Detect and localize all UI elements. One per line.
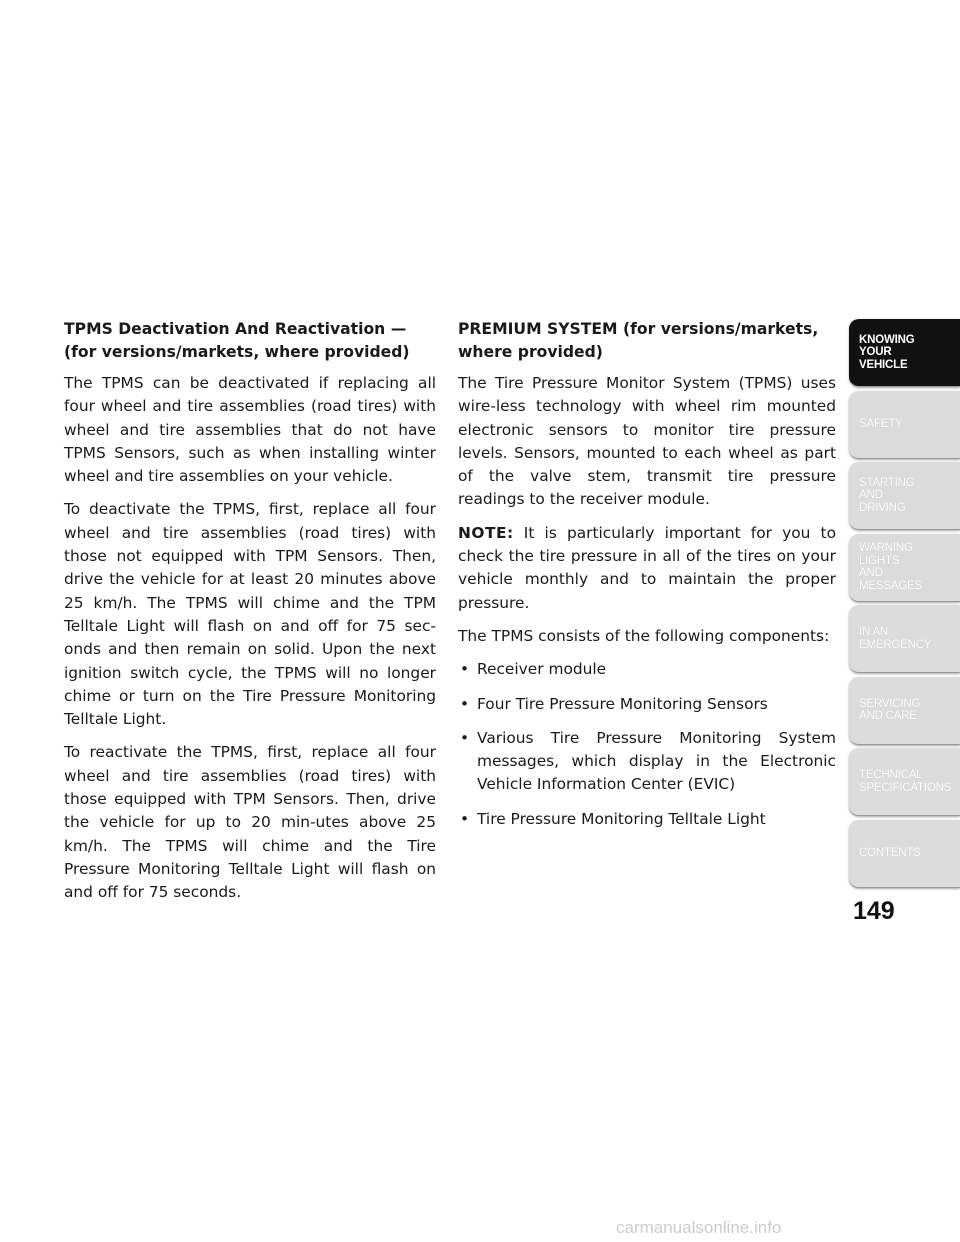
- left-column: [64, 318, 436, 915]
- watermark: carmanualsonline.info: [616, 1218, 782, 1237]
- paragraph: The TPMS consists of the following components:: [458, 626, 830, 645]
- paragraph: To deactivate the TPMS, first, replace all four wheel and tire assemblies (road tires) with those not equipped with TPM Sensors. Then, drive the vehicle for at least 20 minutes above 25 km/h. The TPMS will chime and the TPM Telltale Light will flash on and off for 75 sec-onds and then remain on solid. Upon the next ignition switch cycle, the TPMS will no longer chime or turn on the Tire Pressure Monitoring Telltale Light.: [64, 500, 436, 729]
- list-item: [458, 658, 836, 681]
- list-item: [458, 727, 836, 797]
- tab-label: TECHNICAL SPECIFICATIONS: [859, 769, 952, 794]
- tab-label: WARNING LIGHTS AND MESSAGES: [859, 542, 922, 592]
- section-heading-premium-system: [458, 318, 836, 364]
- heading-line: (for versions/markets, where provided): [64, 343, 410, 361]
- paragraph: The Tire Pressure Monitor System (TPMS) uses wire-less technology with wheel rim mounted electronic sensors to monitor tire pressure levels. Sensors, mounted to each wheel as part of the valve stem, transmit tire pressure readings to the receiver module.: [458, 374, 836, 509]
- heading-line: PREMIUM SYSTEM (for versions/markets,: [458, 320, 819, 338]
- list-item-text: Receiver module: [477, 660, 607, 679]
- heading-line: where provided): [458, 343, 603, 361]
- tab-label: CONTENTS: [859, 846, 921, 859]
- tab-starting-and-driving[interactable]: [849, 462, 960, 530]
- tab-safety[interactable]: [849, 391, 960, 459]
- bullet-icon: •: [460, 660, 470, 679]
- components-list: [458, 658, 836, 831]
- tab-label: SERVICING AND CARE: [859, 697, 921, 722]
- tab-label: STARTING AND DRIVING: [859, 476, 915, 514]
- tab-label: IN AN EMERGENCY: [859, 626, 932, 651]
- list-item-text: Various Tire Pressure Monitoring System messages, which display in the Electronic Vehicle Information Center (EVIC): [477, 728, 836, 794]
- tab-knowing-your-vehicle[interactable]: [849, 319, 960, 387]
- heading-line: TPMS Deactivation And Reactivation —: [64, 320, 407, 338]
- tab-label: KNOWING YOUR VEHICLE: [859, 333, 915, 371]
- page-number: 149: [853, 897, 895, 925]
- tab-label: SAFETY: [859, 417, 903, 430]
- list-item-text: Four Tire Pressure Monitoring Sensors: [477, 694, 768, 713]
- tab-technical-specifications[interactable]: [849, 748, 960, 816]
- chapter-tabs: [849, 319, 960, 891]
- list-item: [458, 808, 836, 831]
- paragraph: To reactivate the TPMS, first, replace all four wheel and tire assemblies (road tires) with those equipped with TPM Sensors. Then, drive the vehicle for up to 20 min-utes above 25 km/h. The TPMS will chime and the Tire Pressure Monitoring Telltale Light will flash on and off for 75 seconds.: [64, 743, 436, 902]
- list-item: [458, 693, 836, 716]
- list-item-text: Tire Pressure Monitoring Telltale Light: [477, 809, 766, 828]
- tab-contents[interactable]: [849, 820, 960, 888]
- note-paragraph: [458, 522, 836, 615]
- note-label: NOTE:: [458, 523, 514, 542]
- bullet-icon: •: [460, 694, 470, 713]
- tab-warning-lights-and-messages[interactable]: [849, 534, 960, 602]
- section-heading-tpms-deactivation: [64, 318, 436, 364]
- tab-in-an-emergency[interactable]: [849, 605, 960, 673]
- bullet-icon: •: [460, 809, 470, 828]
- bullet-icon: •: [460, 728, 470, 747]
- note-text: It is particularly important for you to check the tire pressure in all of the tires on your vehicle monthly and to maintain the proper pressure.: [458, 523, 836, 612]
- tab-servicing-and-care[interactable]: [849, 677, 960, 745]
- right-column: [458, 318, 836, 842]
- paragraph: The TPMS can be deactivated if replacing all four wheel and tire assemblies (road tires) with wheel and tire assemblies that do not have TPMS Sensors, such as when installing winter wheel and tire assemblies on your vehicle.: [64, 374, 436, 486]
